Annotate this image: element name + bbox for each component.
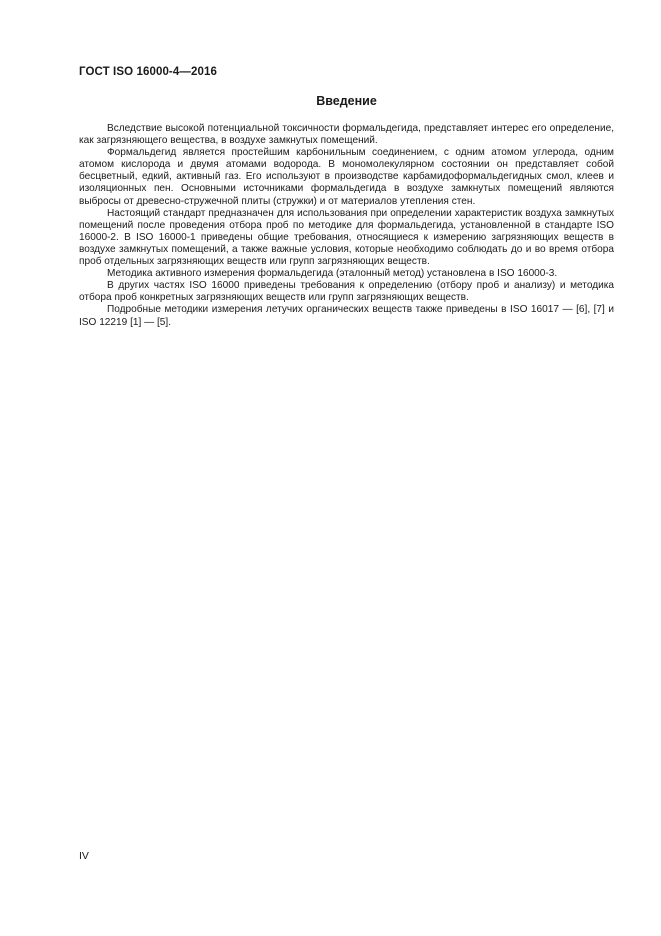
section-title: Введение xyxy=(316,94,377,108)
paragraph-other-parts: В других частях ISO 16000 приведены требования к определению (отбору проб и анализу) и методика отбора проб конкретных загрязняющих веществ или групп загрязняющих веществ. xyxy=(79,280,614,304)
page-number: IV xyxy=(79,850,89,862)
paragraph-voc-methods: Подробные методики измерения летучих органических веществ также приведены в ISO 16017 — [6], [7] и ISO 12219 [1] — [5]. xyxy=(79,304,614,328)
paragraph-formaldehyde-description: Формальдегид является простейшим карбонильным соединением, с одним атомом углерода, одним атомом кислорода и двумя атомами водорода. В мономолекулярном состоянии он представляет собой бесцветный, едкий, активный газ. Его используют в производстве карбамидоформальдегидных смол, клеев и изоляционных пен. Основными источниками формальдегида в воздухе замкнутых помещений являются выбросы от древесно-стружечной плиты (стружки) и от материалов утепления стен. xyxy=(79,147,614,207)
paragraph-toxicity: Вследствие высокой потенциальной токсичности формальдегида, представляет интерес его определение, как загрязняющего вещества, в воздухе замкнутых помещений. xyxy=(79,123,614,147)
standard-code-header: ГОСТ ISO 16000-4—2016 xyxy=(79,66,217,78)
introduction-body xyxy=(79,123,614,329)
paragraph-standard-purpose: Настоящий стандарт предназначен для использования при определении характеристик воздуха замкнутых помещений после проведения отбора проб по методике для формальдегида, установленной в стандарте ISO 16000-2. В ISO 16000-1 приведены общие требования, относящиеся к измерению загрязняющих веществ в воздухе замкнутых помещений, а также важные условия, которые необходимо соблюдать до и во время отбора проб отдельных загрязняющих веществ или групп загрязняющих веществ. xyxy=(79,207,614,268)
paragraph-active-method: Методика активного измерения формальдегида (эталонный метод) установлена в ISO 16000-3. xyxy=(107,268,558,280)
